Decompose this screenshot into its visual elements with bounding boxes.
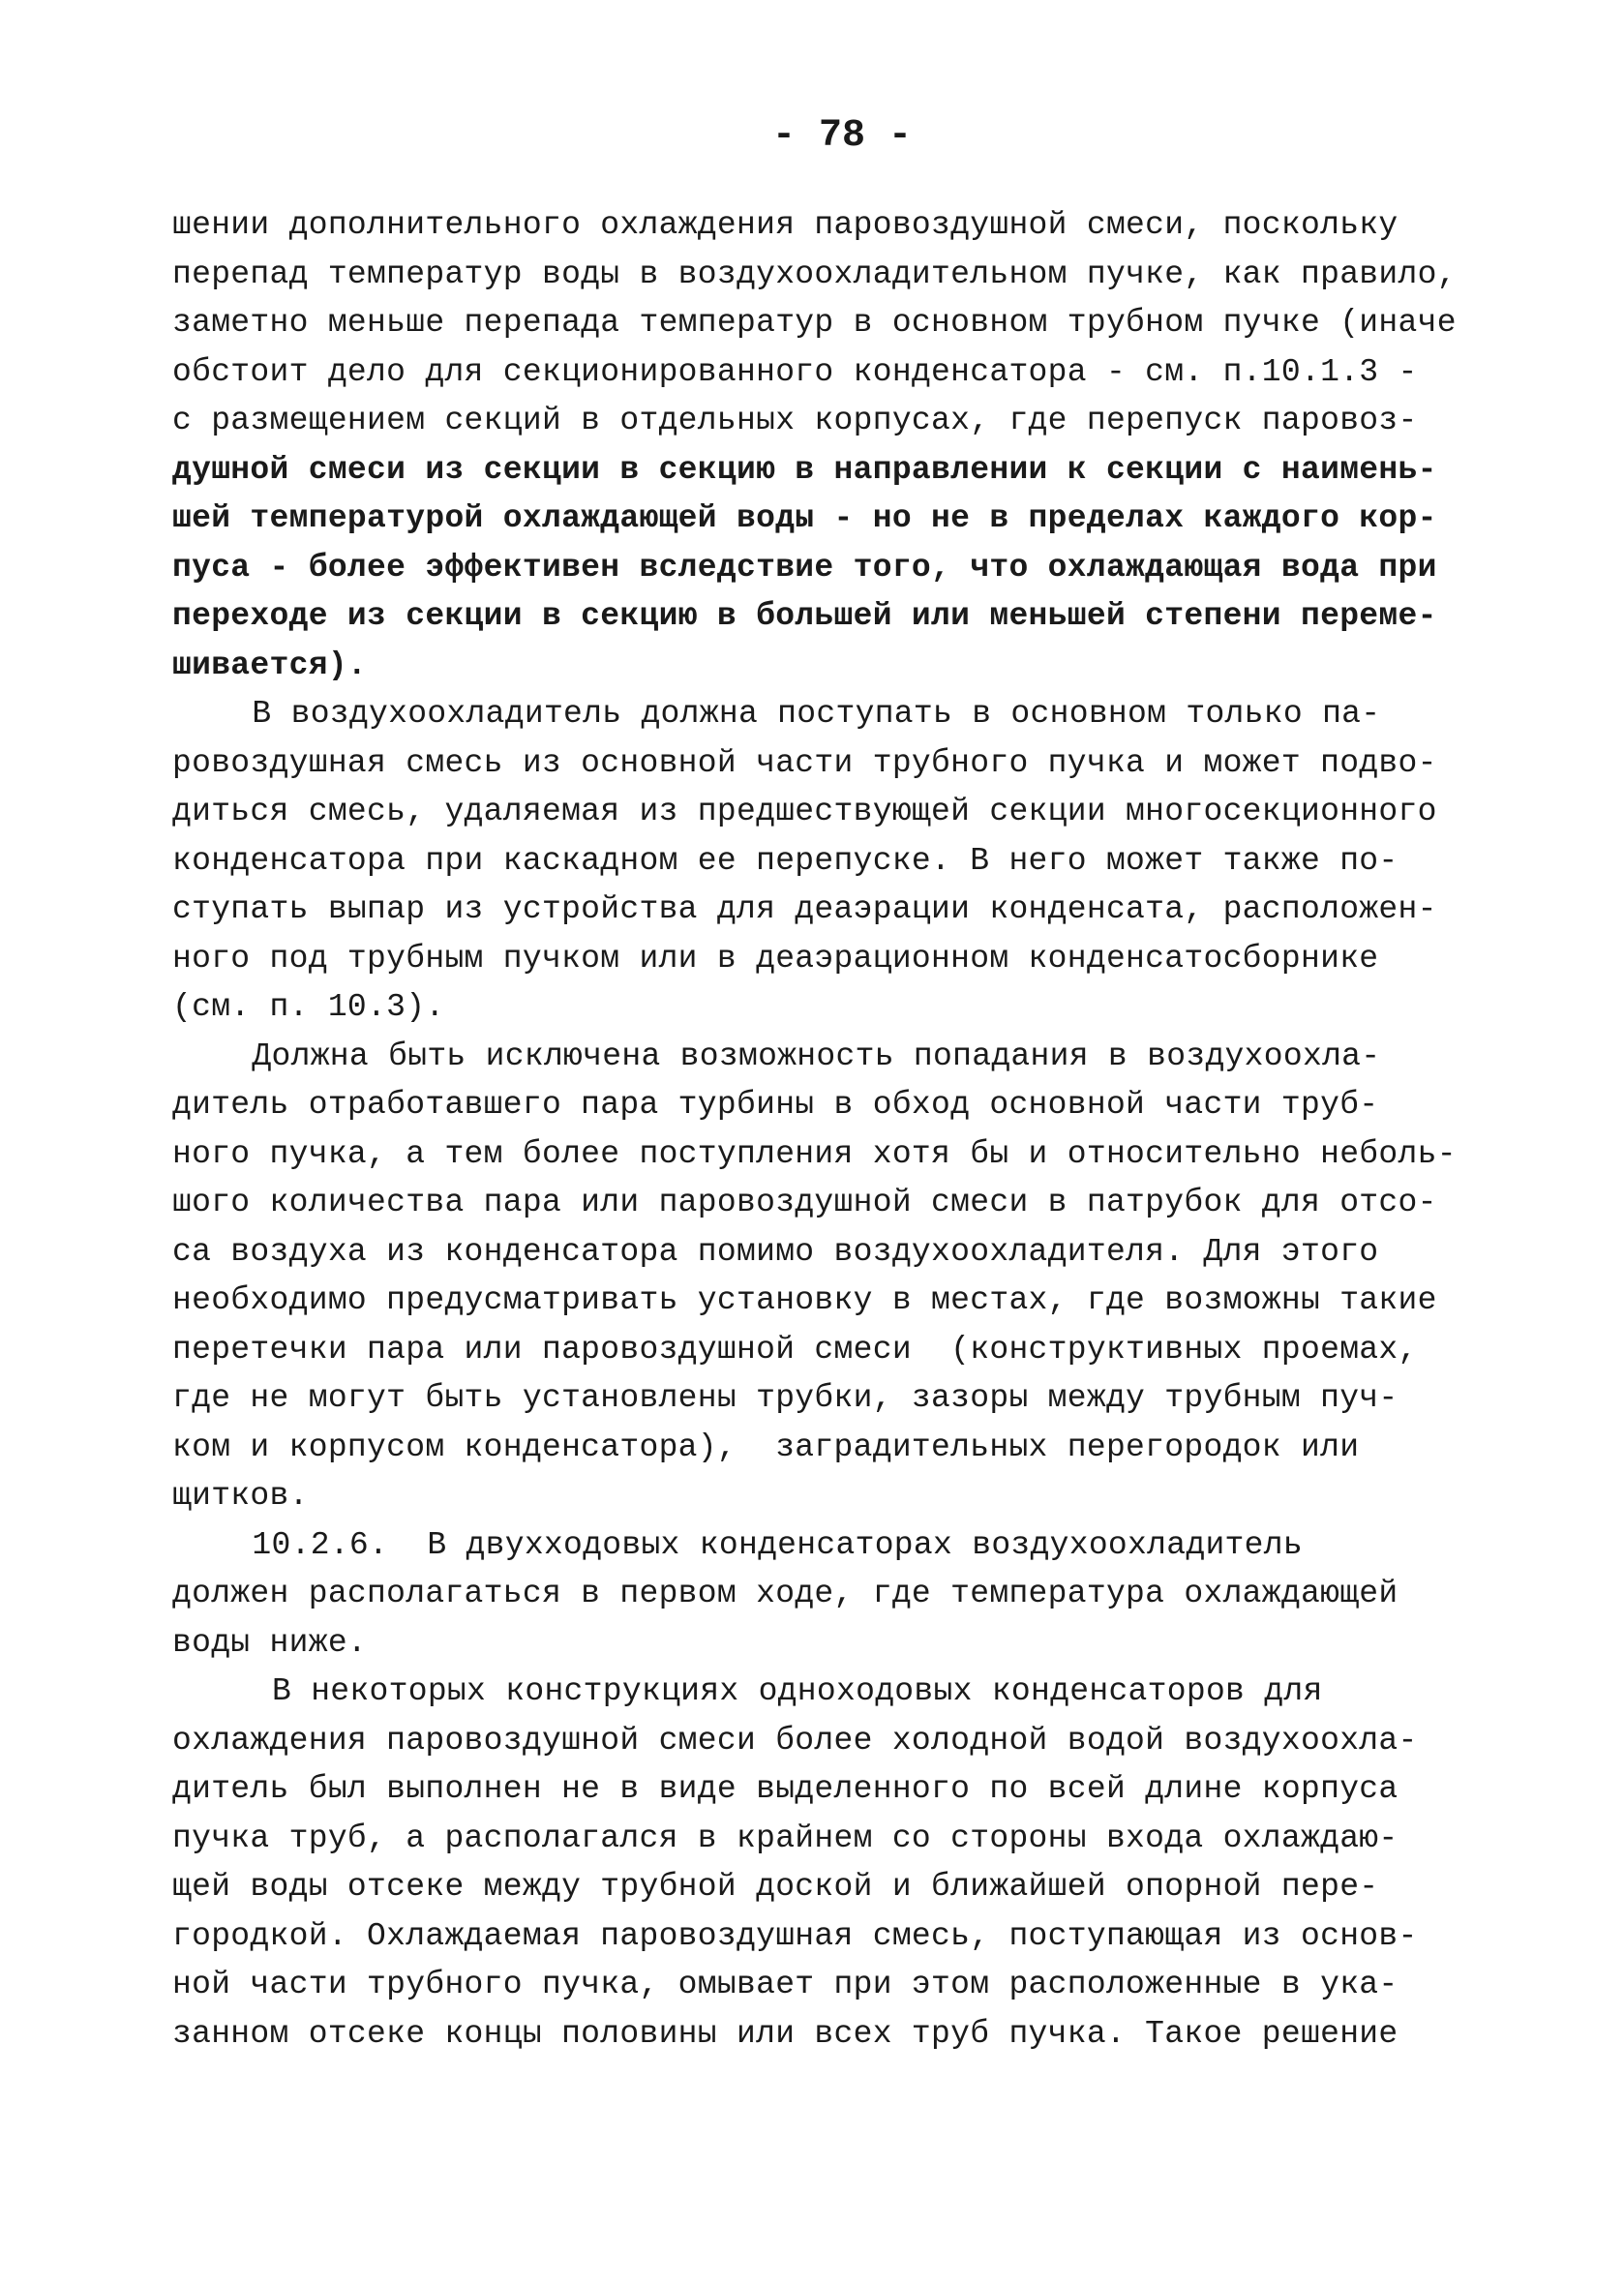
text-line: 10.2.6. В двухходовых конденсаторах воздухоохладитель [252, 1526, 1303, 1563]
text-line: дитель был выполнен не в виде выделенного по всей длине корпуса [172, 1771, 1398, 1807]
text-line: ступать выпар из устройства для деаэрации конденсата, расположен- [172, 891, 1437, 927]
text-line: В воздухоохладитель должна поступать в основном только па- [252, 696, 1381, 732]
text-line: щитков. [172, 1478, 309, 1514]
text-line: перетечки пара или паровоздушной смеси (конструктивных проемах, [172, 1331, 1418, 1368]
text-line: ком и корпусом конденсатора), заградительных перегородок или [172, 1429, 1360, 1465]
text-line: пучка труб, а располагался в крайнем со стороны входа охлаждаю- [172, 1820, 1398, 1856]
text-line: шивается). [172, 647, 368, 683]
text-line: конденсатора при каскадном ее перепуске. В него может также по- [172, 842, 1398, 879]
text-line: переходе из секции в секцию в большей или меньшей степени переме- [172, 598, 1437, 634]
text-line: (см. п. 10.3). [172, 989, 445, 1025]
text-line: должен располагаться в первом ходе, где температура охлаждающей [172, 1576, 1398, 1611]
text-line: перепад температур воды в воздухоохладительном пучке, как правило, [172, 256, 1457, 292]
text-line: диться смесь, удаляемая из предшествующей секции многосекционного [172, 794, 1437, 829]
text-line: ной части трубного пучка, омывает при этом расположенные в ука- [172, 1967, 1398, 2002]
text-line: са воздуха из конденсатора помимо воздухоохладителя. Для этого [172, 1233, 1379, 1270]
text-line: В некоторых конструкциях одноходовых конденсаторов для [272, 1673, 1323, 1709]
text-line: ного под трубным пучком или в деаэрационном конденсатосборнике [172, 940, 1379, 977]
text-line: заметно меньше перепада температур в основном трубном пучке (иначе [172, 305, 1457, 341]
text-line: щей воды отсеке между трубной доской и ближайшей опорной пере- [172, 1869, 1379, 1905]
text-line: шении дополнительного охлаждения паровоздушной смеси, поскольку [172, 207, 1398, 243]
body-text [172, 201, 1547, 2059]
text-line: городкой. Охлаждаемая паровоздушная смесь, поступающая из основ- [172, 1917, 1418, 1954]
text-line: где не могут быть установлены трубки, зазоры между трубным пуч- [172, 1380, 1398, 1416]
text-line: обстоит дело для секционированного конденсатора - см. п.10.1.3 - [172, 353, 1418, 390]
text-line: ного пучка, а тем более поступления хотя бы и относительно неболь- [172, 1135, 1457, 1172]
text-line: пуса - более эффективен вследствие того, что охлаждающая вода при [172, 549, 1437, 586]
text-line: занном отсеке концы половины или всех труб пучка. Такое решение [172, 2015, 1398, 2052]
text-line: с размещением секций в отдельных корпусах, где перепуск паровоз- [172, 403, 1418, 438]
text-line: Должна быть исключена возможность попадания в воздухоохла- [252, 1038, 1381, 1074]
text-line: душной смеси из секции в секцию в направлении к секции с наимень- [172, 451, 1437, 488]
text-line: дитель отработавшего пара турбины в обход основной части труб- [172, 1087, 1379, 1123]
text-line: шого количества пара или паровоздушной смеси в патрубок для отсо- [172, 1185, 1437, 1220]
text-line: необходимо предусматривать установку в местах, где возможны такие [172, 1282, 1437, 1318]
page-number: - 78 - [771, 114, 913, 158]
text-line: охлаждения паровоздушной смеси более холодной водой воздухоохла- [172, 1722, 1418, 1759]
text-line: ровоздушная смесь из основной части трубного пучка и может подво- [172, 744, 1437, 781]
text-line: воды ниже. [172, 1624, 368, 1661]
text-line: шей температурой охлаждающей воды - но не в пределах каждого кор- [172, 500, 1437, 536]
